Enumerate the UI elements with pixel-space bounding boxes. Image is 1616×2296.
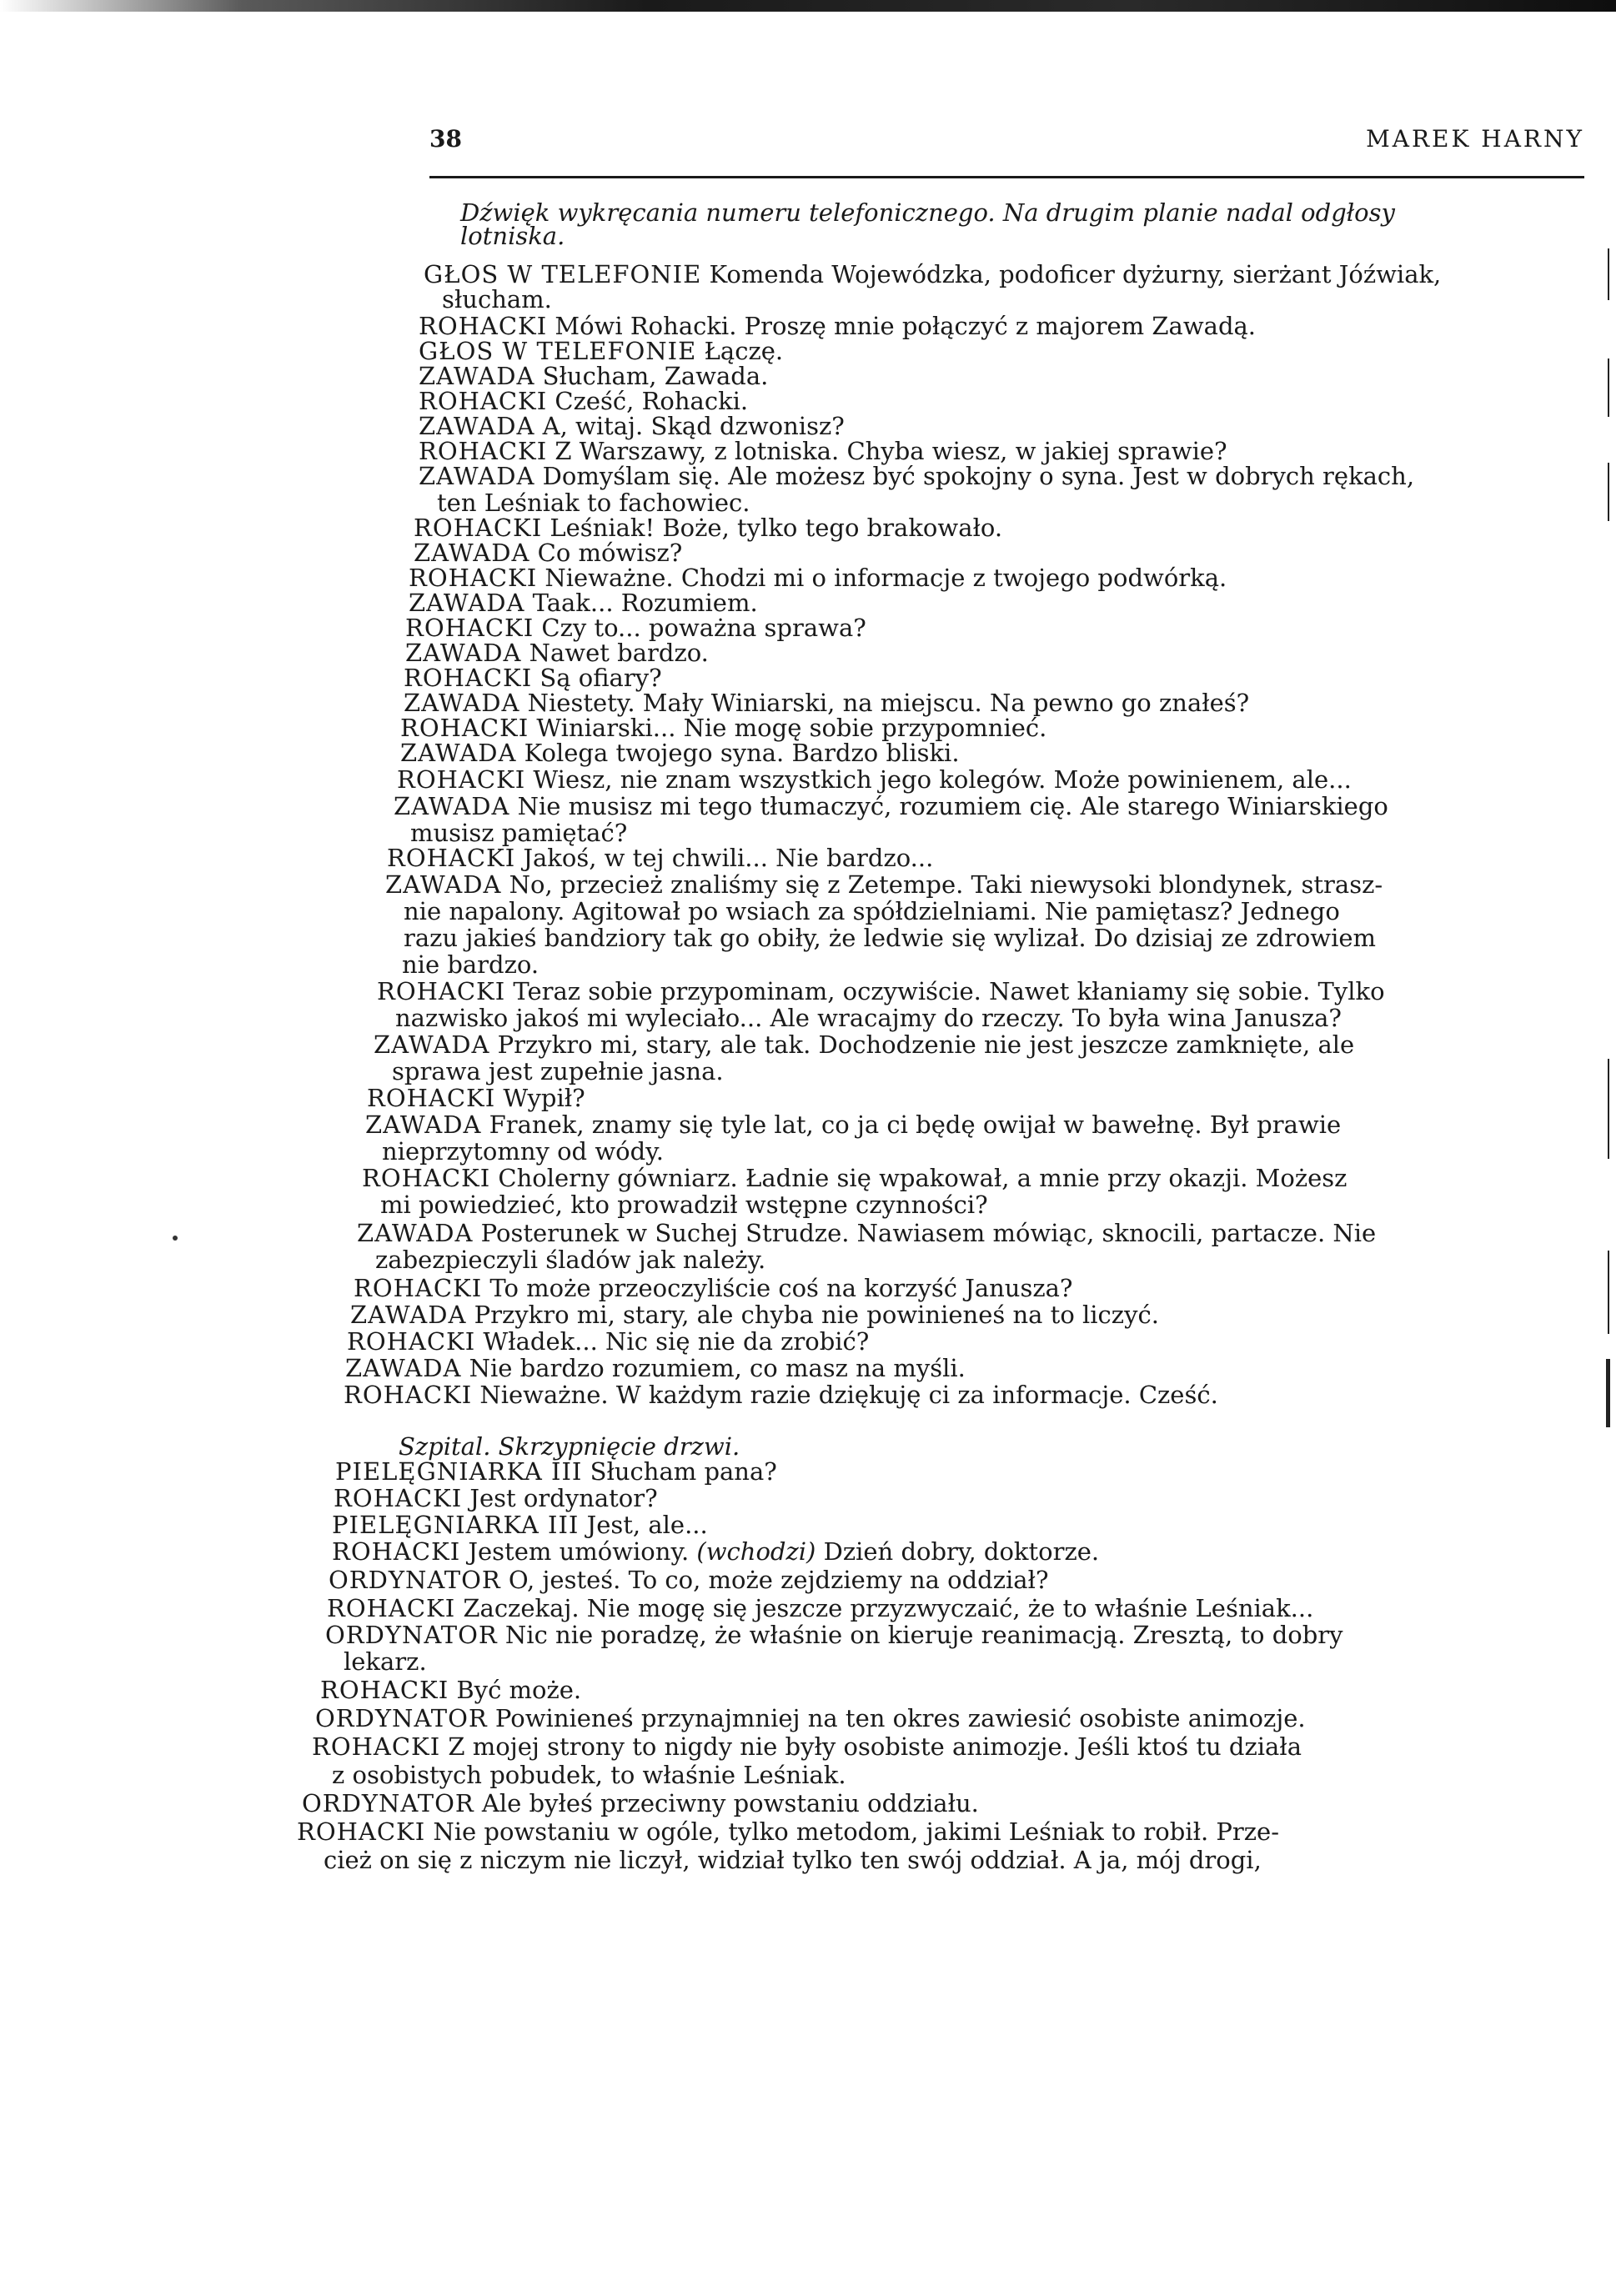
dialogue-line (419, 312, 1256, 340)
speaker-name: ROHACKI (419, 312, 548, 340)
line-text: sprawa jest zupełnie jasna. (392, 1057, 724, 1085)
line-text: Jestem umówiony. (468, 1537, 690, 1566)
speaker-name: PIELĘGNIARKA III (332, 1511, 580, 1539)
dialogue-line (350, 1301, 1159, 1329)
dialogue-line (312, 1732, 1302, 1761)
dialogue-line (400, 714, 1046, 742)
speaker-name: ZAWADA (350, 1301, 467, 1329)
margin-mark (1608, 248, 1609, 300)
speaker-name: ROHACKI (397, 765, 526, 794)
line-text: zabezpieczyli śladów jak należy. (375, 1246, 766, 1274)
speaker-name: ZAWADA (400, 739, 517, 767)
dialogue-line (385, 870, 1383, 899)
line-text: nie napalony. Agitował po wsiach za spółdzielniami. Nie pamiętasz? Jednego (404, 897, 1340, 925)
speaker-name: ROHACKI (414, 514, 543, 542)
speaker-name: ORDYNATOR (315, 1704, 488, 1732)
dialogue-line (409, 589, 758, 617)
line-text: Powinieneś przynajmniej na ten okres zawiesić osobiste animozje. (494, 1704, 1306, 1732)
dialogue-line (297, 1817, 1279, 1846)
speaker-name: ROHACKI (312, 1732, 441, 1761)
dialogue-line (419, 337, 783, 365)
line-text: cież on się z niczym nie liczył, widział tylko ten swój oddział. A ja, mój drogi, (324, 1846, 1262, 1874)
speaker-name: ROHACKI (409, 564, 538, 592)
line-text: Teraz sobie przypominam, oczywiście. Nawet kłaniamy się sobie. Tylko (513, 977, 1385, 1005)
line-text: Jakoś, w tej chwili... Nie bardzo... (523, 844, 934, 872)
speaker-name: ZAWADA (414, 539, 530, 567)
running-head: MAREK HARNY (1366, 125, 1584, 153)
dialogue-line (382, 1137, 664, 1166)
dialogue-line (437, 489, 750, 517)
speaker-name: ZAWADA (365, 1110, 482, 1139)
dialogue-line (442, 285, 552, 313)
line-text: słucham. (442, 285, 552, 313)
line-text: ten Leśniak to fachowiec. (437, 489, 750, 517)
speaker-name: ROHACKI (419, 437, 548, 465)
speaker-name: ROHACKI (327, 1594, 456, 1622)
line-text: mi powiedzieć, kto prowadził wstępne czynności? (380, 1191, 988, 1219)
margin-mark (1606, 1359, 1610, 1427)
dialogue-line (332, 1537, 1099, 1566)
speaker-name: ZAWADA (374, 1030, 490, 1059)
speaker-name: ROHACKI (362, 1164, 491, 1192)
dialogue-line (334, 1484, 658, 1512)
speaker-name: ORDYNATOR (302, 1789, 474, 1817)
line-text: Cześć, Rohacki. (555, 387, 749, 415)
dialogue-line (405, 614, 866, 642)
dialogue-line (357, 1219, 1376, 1247)
line-text: Przykro mi, stary, ale tak. Dochodzenie nie jest jeszcze zamknięte, ale (497, 1030, 1355, 1059)
line-text: No, przecież znaliśmy się z Zetempe. Taki niewysoki blondynek, strasz- (509, 870, 1383, 899)
line-text: Kolega twojego syna. Bardzo bliski. (524, 739, 960, 767)
line-text: To może przeoczyliście coś na korzyść Janusza? (489, 1274, 1073, 1302)
stage-direction (460, 198, 1395, 227)
line-text: Niestety. Mały Winiarski, na miejscu. Na pewno go znałeś? (527, 689, 1250, 717)
page-header (429, 125, 1584, 162)
speaker-name: ZAWADA (404, 689, 520, 717)
speaker-name: ZAWADA (394, 792, 510, 820)
line-text: Słucham, Zawada. (542, 362, 769, 390)
line-text: lekarz. (344, 1647, 427, 1676)
line-text: O, jesteś. To co, może zejdziemy na oddział? (508, 1566, 1049, 1594)
line-text: Nie powstaniu w ogóle, tylko metodom, jakimi Leśniak to robił. Prze- (433, 1817, 1280, 1846)
line-text: musisz pamiętać? (410, 819, 628, 847)
dialogue-line (402, 950, 539, 979)
dialogue-line (302, 1789, 979, 1817)
dialogue-line (419, 387, 748, 415)
dialogue-line (329, 1566, 1049, 1594)
line-text: Dzień dobry, doktorze. (823, 1537, 1100, 1566)
line-text: Wiesz, nie znam wszystkich jego kolegów. Może powinienem, ale... (533, 765, 1352, 794)
stage-text: Dźwięk wykręcania numeru telefonicznego. Na drugim planie nadal odgłosy (460, 198, 1395, 227)
page-number: 38 (429, 125, 462, 153)
line-text: Domyślam się. Ale możesz być spokojny o syna. Jest w dobrych rękach, (542, 462, 1415, 490)
line-text: Posterunek w Suchej Strudze. Nawiasem mówiąc, sknocili, partacze. Nie (480, 1219, 1377, 1247)
line-text: nieprzytomny od wódy. (382, 1137, 664, 1166)
dialogue-line (367, 1084, 585, 1112)
line-text: Cholerny gówniarz. Ładnie się wpakował, a mnie przy okazji. Możesz (498, 1164, 1348, 1192)
speaker-name: ZAWADA (419, 362, 535, 390)
header-rule (429, 176, 1584, 178)
line-text: Co mówisz? (537, 539, 683, 567)
dialogue-line (375, 1246, 765, 1274)
line-text: Zaczekaj. Nie mogę się jeszcze przyzwyczaić, że to właśnie Leśniak... (463, 1594, 1314, 1622)
dialogue-line (325, 1621, 1343, 1649)
line-text: Są ofiary? (540, 664, 662, 692)
speaker-name: ZAWADA (419, 462, 535, 490)
dialogue-line (404, 689, 1249, 717)
line-text: Jest, ale... (586, 1511, 708, 1539)
line-text: Nawet bardzo. (529, 639, 709, 667)
line-text: Ale byłeś przeciwny powstaniu oddziału. (481, 1789, 979, 1817)
speaker-name: ROHACKI (332, 1537, 461, 1566)
margin-mark (1608, 358, 1609, 417)
dialogue-line (405, 639, 709, 667)
speaker-name: ROHACKI (400, 714, 529, 742)
dialogue-line (392, 1057, 724, 1085)
line-text: A, witaj. Skąd dzwonisz? (542, 412, 845, 440)
dialogue-line (424, 260, 1441, 288)
speaker-name: ROHACKI (347, 1327, 476, 1356)
scan-edge-artifact (0, 0, 1616, 12)
line-text: Słucham pana? (590, 1457, 777, 1486)
dialogue-line (324, 1846, 1262, 1874)
line-text: Z mojej strony to nigdy nie były osobiste animozje. Jeśli ktoś tu działa (448, 1732, 1302, 1761)
dialogue-line (354, 1274, 1072, 1302)
line-text: Mówi Rohacki. Proszę mnie połączyć z majorem Zawadą. (555, 312, 1257, 340)
dialogue-line (344, 1647, 427, 1676)
dialogue-line (377, 977, 1385, 1005)
dialogue-line (327, 1594, 1313, 1622)
speaker-name: ROHACKI (297, 1817, 426, 1846)
dialogue-line (414, 539, 682, 567)
line-text: nie bardzo. (402, 950, 540, 979)
line-text: Nie bardzo rozumiem, co masz na myśli. (469, 1354, 966, 1382)
dialogue-line (419, 437, 1227, 465)
dialogue-line (365, 1110, 1341, 1139)
line-text: Taak... Rozumiem. (532, 589, 758, 617)
margin-dot (173, 1236, 178, 1241)
dialogue-line (380, 1191, 988, 1219)
line-text: z osobistych pobudek, to właśnie Leśniak. (332, 1761, 846, 1789)
speaker-name: PIELĘGNIARKA III (335, 1457, 583, 1486)
dialogue-line (394, 792, 1388, 820)
speaker-name: ROHACKI (387, 844, 516, 872)
dialogue-line (414, 514, 1002, 542)
dialogue-line (335, 1457, 777, 1486)
dialogue-line (419, 412, 845, 440)
line-text: Jest ordynator? (469, 1484, 658, 1512)
line-text: Przykro mi, stary, ale chyba nie powinieneś na to liczyć. (474, 1301, 1159, 1329)
speaker-name: ROHACKI (377, 977, 506, 1005)
dialogue-line (332, 1761, 846, 1789)
speaker-name: ROHACKI (405, 614, 534, 642)
speaker-name: ROHACKI (367, 1084, 496, 1112)
dialogue-line (362, 1164, 1347, 1192)
line-text: Z Warszawy, z lotniska. Chyba wiesz, w jakiej sprawie? (555, 437, 1227, 465)
inline-stage-direction: (wchodzi) (696, 1537, 816, 1566)
speaker-name: ROHACKI (354, 1274, 483, 1302)
margin-mark (1608, 1251, 1609, 1334)
line-text: Czy to... poważna sprawa? (541, 614, 866, 642)
margin-mark (1608, 463, 1609, 521)
line-text: Franek, znamy się tyle lat, co ja ci będę owijał w bawełnę. Był prawie (489, 1110, 1342, 1139)
dialogue-line (332, 1511, 708, 1539)
dialogue-line (387, 844, 933, 872)
dialogue-line (345, 1354, 966, 1382)
line-text: Nieważne. Chodzi mi o informacje z twojego podwórką. (545, 564, 1227, 592)
speaker-name: ZAWADA (345, 1354, 462, 1382)
line-text: Leśniak! Boże, tylko tego brakowało. (550, 514, 1003, 542)
speaker-name: ROHACKI (404, 664, 533, 692)
dialogue-line (400, 739, 960, 767)
line-text: Łączę. (704, 337, 784, 365)
line-text: Nie musisz mi tego tłumaczyć, rozumiem cię. Ale starego Winiarskiego (517, 792, 1388, 820)
dialogue-line (419, 362, 768, 390)
dialogue-line (397, 765, 1352, 794)
dialogue-line (320, 1676, 581, 1704)
speaker-name: ROHACKI (334, 1484, 463, 1512)
line-text: Winiarski... Nie mogę sobie przypomnieć. (536, 714, 1047, 742)
speaker-name: GŁOS W TELEFONIE (424, 260, 702, 288)
dialogue-line (374, 1030, 1354, 1059)
dialogue-line (419, 462, 1414, 490)
dialogue-line (409, 564, 1227, 592)
dialogue-line (410, 819, 627, 847)
line-text: Nic nie poradzę, że właśnie on kieruje reanimacją. Zresztą, to dobry (504, 1621, 1343, 1649)
margin-mark (1608, 1059, 1609, 1159)
dialogue-line (404, 897, 1340, 925)
speaker-name: ZAWADA (385, 870, 502, 899)
dialogue-line (347, 1327, 869, 1356)
dialogue-line (395, 1004, 1342, 1032)
line-text: nazwisko jakoś mi wyleciało... Ale wracajmy do rzeczy. To była wina Janusza? (395, 1004, 1342, 1032)
line-text: Władek... Nic się nie da zrobić? (483, 1327, 870, 1356)
stage-direction (399, 1432, 740, 1461)
line-text: Wypił? (503, 1084, 585, 1112)
dialogue-line (404, 924, 1376, 952)
speaker-name: ROHACKI (320, 1676, 449, 1704)
speaker-name: GŁOS W TELEFONIE (419, 337, 697, 365)
speaker-name: ZAWADA (409, 589, 525, 617)
dialogue-line (315, 1704, 1306, 1732)
speaker-name: ROHACKI (344, 1381, 473, 1409)
speaker-name: ORDYNATOR (329, 1566, 501, 1594)
dialogue-line (344, 1381, 1218, 1409)
stage-text: Szpital. Skrzypnięcie drzwi. (399, 1432, 740, 1461)
line-text: Komenda Wojewódzka, podoficer dyżurny, sierżant Jóźwiak, (709, 260, 1442, 288)
speaker-name: ORDYNATOR (325, 1621, 498, 1649)
line-text: Być może. (456, 1676, 582, 1704)
line-text: Nieważne. W każdym razie dziękuję ci za informacje. Cześć. (479, 1381, 1218, 1409)
speaker-name: ZAWADA (357, 1219, 474, 1247)
stage-direction (460, 222, 565, 250)
dialogue-line (404, 664, 662, 692)
dialogue-text (0, 198, 1616, 2266)
speaker-name: ROHACKI (419, 387, 548, 415)
line-text: razu jakieś bandziory tak go obiły, że ledwie się wylizał. Do dzisiaj ze zdrowiem (404, 924, 1377, 952)
speaker-name: ZAWADA (419, 412, 535, 440)
speaker-name: ZAWADA (405, 639, 522, 667)
stage-text: lotniska. (460, 222, 565, 250)
